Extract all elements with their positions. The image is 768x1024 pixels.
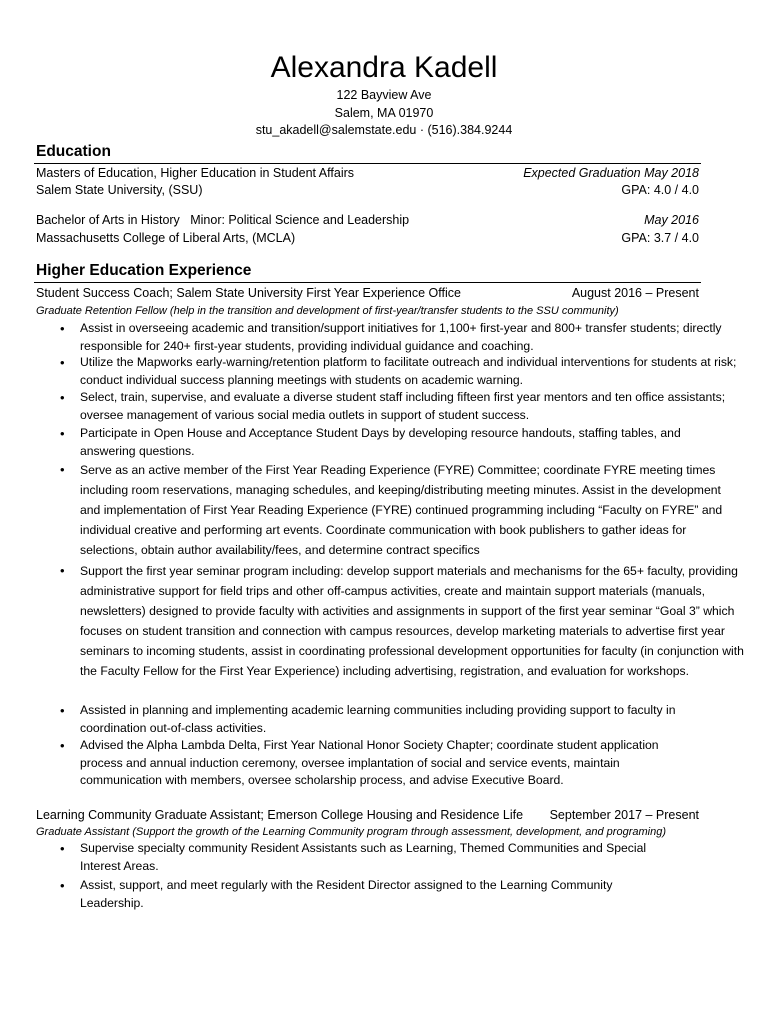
degree-2-date: May 2016 — [644, 213, 699, 227]
job-1-bullet: • Participate in Open House and Acceptance Student Days by developing resource handouts, staffing tables, and answering questions. — [60, 426, 681, 458]
job-1-subtitle: Graduate Retention Fellow (help in the transition and development of first-year/transfer students to the SSU community) — [36, 305, 619, 317]
education-divider — [34, 163, 701, 164]
bullet-dot: • — [60, 426, 65, 441]
experience-divider — [34, 282, 701, 283]
job-2-bullet: • Supervise specialty community Resident Assistants such as Learning, Themed Communities and Special Interest Areas. — [60, 841, 647, 873]
bullet-dot: • — [60, 878, 65, 893]
gpa-1: GPA: 4.0 / 4.0 — [621, 183, 699, 197]
job-1-bullet: • Advised the Alpha Lambda Delta, First Year National Honor Society Chapter; coordinate student application process and annual induction ceremony, oversee implantation of social and service events, maintain communication with members, oversee scholarship process, and advise Executive Board. — [60, 738, 659, 787]
job-1-bullet: • Utilize the Mapworks early-warning/retention platform to facilitate outreach and individual interventions for students at risk; conduct individual success planning meetings with students on academic warning. — [60, 355, 737, 387]
bullet-dot: • — [60, 390, 65, 405]
bullet-dot: • — [60, 462, 65, 477]
bullet-dot: • — [60, 355, 65, 370]
job-1-position: Student Success Coach; Salem State University First Year Experience Office — [36, 286, 461, 300]
job-1-bullet: • Assist in overseeing academic and transition/support initiatives for 1,100+ first-year and 800+ transfer students; directly responsible for 240+ first-year students, providing individual guidance and coaching. — [60, 321, 722, 353]
job-2-position: Learning Community Graduate Assistant; Emerson College Housing and Residence Life — [36, 808, 524, 822]
degree-2: Bachelor of Arts in History Minor: Political Science and Leadership — [36, 213, 410, 227]
bullet-dot: • — [60, 703, 65, 718]
address-line-2: Salem, MA 01970 — [334, 106, 434, 120]
job-1-bullet: • Support the first year seminar program including: develop support materials and mechanisms for the 65+ faculty, providing administrative support for field trips and other off-campus activities, create and maintain support materials (manuals, newsletters) designed to provide faculty with activities and assignments in support of the first year seminar “Goal 3” which focuses on student transition and connection with campus resources, develop marketing materials to advertise first year seminars to incoming students, assist in coordinating professional development opportunities for faculty (in conjunction with the Faculty Fellow for the First Year Experience) including advertising, registration, and evaluation for workshops. — [60, 563, 744, 678]
bullet-dot: • — [60, 563, 65, 578]
candidate-name: Alexandra Kadell — [270, 51, 498, 84]
job-1-bullet: • Assisted in planning and implementing academic learning communities including providing support to faculty in coordination out-of-class activities. — [60, 703, 676, 735]
job-2-subtitle: Graduate Assistant (Support the growth of the Learning Community program through assessment, development, and programing) — [36, 826, 666, 838]
address-line-1: 122 Bayview Ave — [336, 88, 432, 102]
degree-1: Masters of Education, Higher Education in Student Affairs — [36, 166, 355, 180]
bullet-dot: • — [60, 738, 65, 753]
gpa-2: GPA: 3.7 / 4.0 — [621, 231, 699, 245]
job-2-bullet: • Assist, support, and meet regularly with the Resident Director assigned to the Learning Community Leadership. — [60, 878, 613, 910]
experience-heading: Higher Education Experience — [36, 262, 252, 279]
job-2-dates: September 2017 – Present — [549, 808, 699, 822]
education-heading: Education — [36, 143, 111, 160]
school-2: Massachusetts College of Liberal Arts, (MCLA) — [36, 231, 296, 245]
bullet-dot: • — [60, 841, 65, 856]
contact-line: stu_akadell@salemstate.edu · (516).384.9244 — [255, 123, 513, 137]
bullet-dot: • — [60, 321, 65, 336]
school-1: Salem State University, (SSU) — [36, 183, 203, 197]
job-1-bullet: • Select, train, supervise, and evaluate a diverse student staff including fifteen first year mentors and ten office assistants; oversee management of various social media outlets in support of student success. — [60, 390, 726, 422]
job-1-bullet: • Serve as an active member of the First Year Reading Experience (FYRE) Committee; coordinate FYRE meeting times including room reservations, managing schedules, and keeping/distributing meeting minutes. Assist in the development and implementation of First Year Reading Experience (FYRE) continued programming including “Faculty on FYRE” and individual creative and performing art events. Coordinate communication with book publishers to gather ideas for selections, obtain author availability/fees, and determine contract specifics — [60, 462, 723, 557]
job-1-dates: August 2016 – Present — [571, 286, 699, 300]
degree-1-date: Expected Graduation May 2018 — [523, 166, 699, 180]
